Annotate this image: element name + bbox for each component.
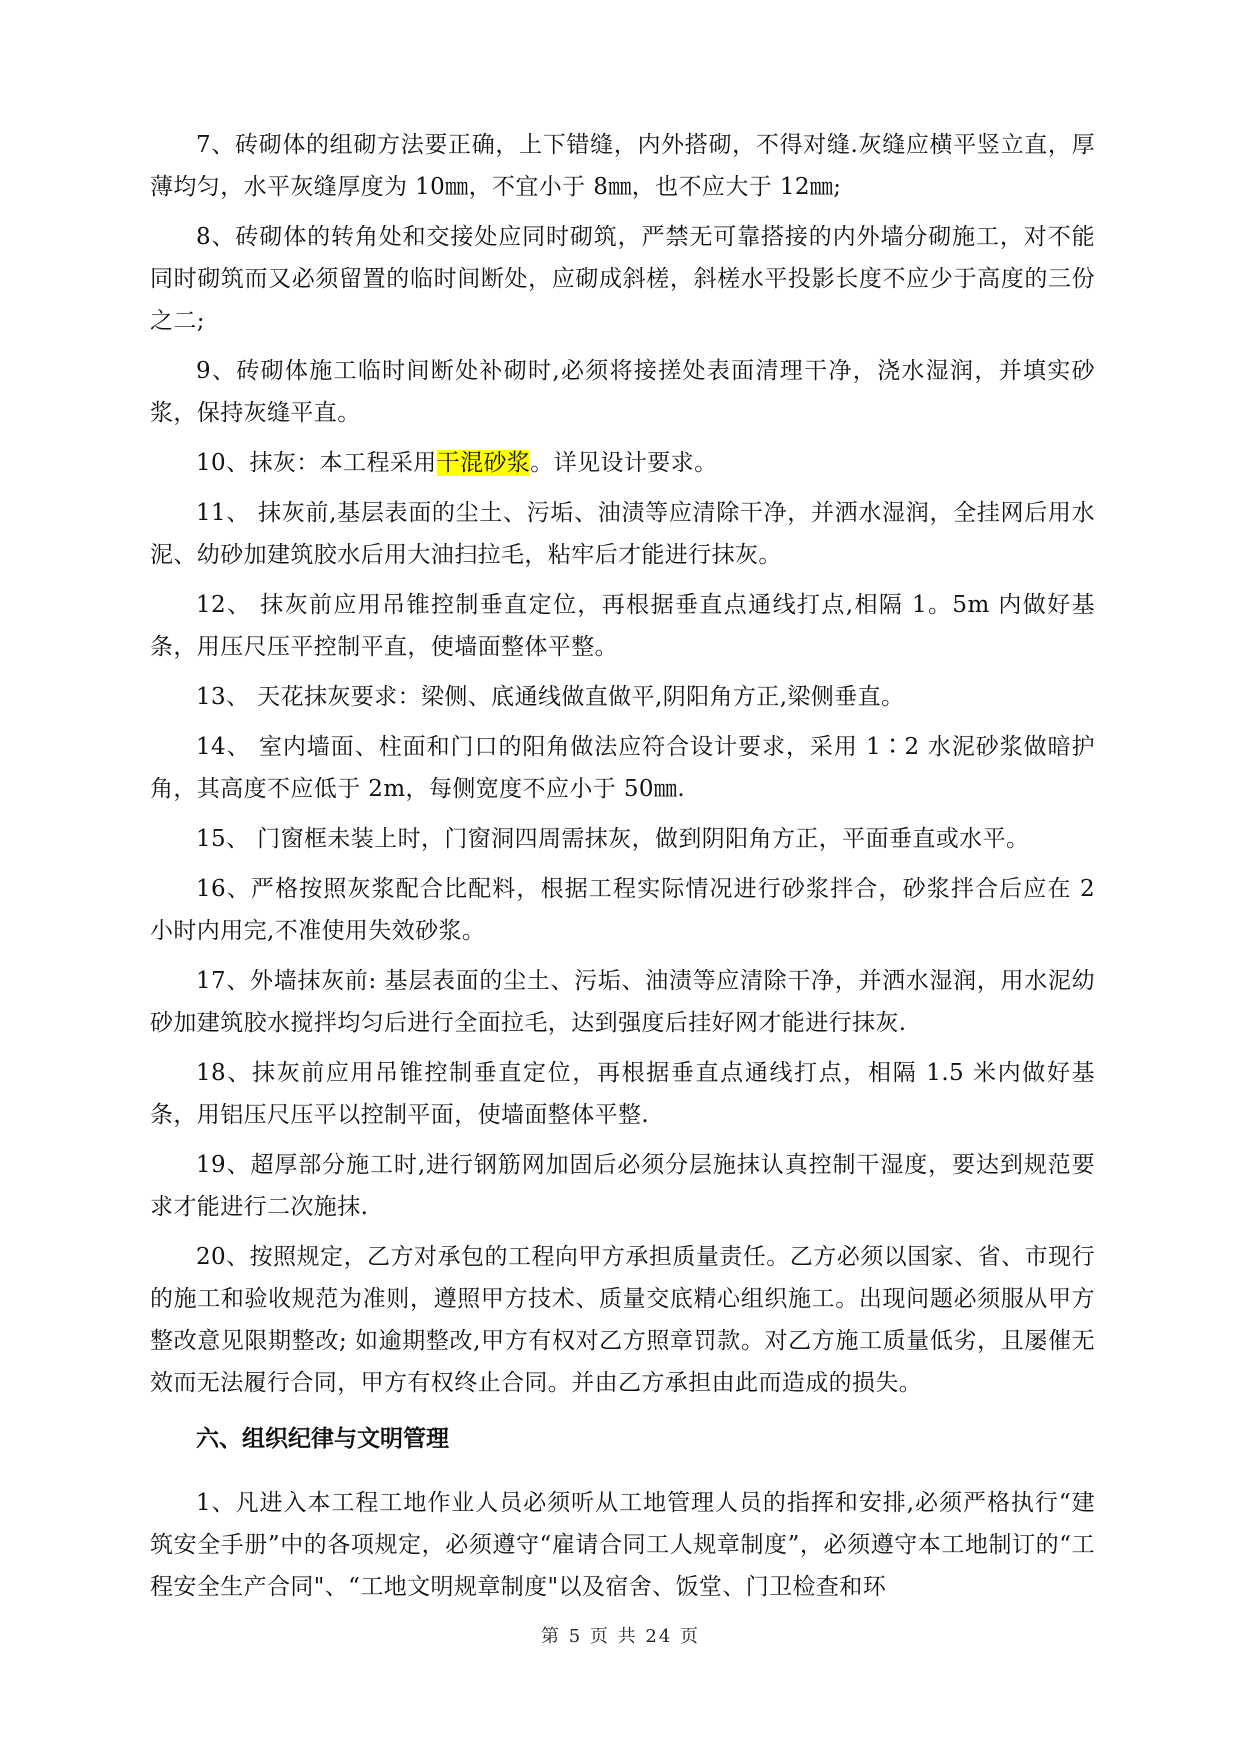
paragraph-12: 12、 抹灰前应用吊锥控制垂直定位，再根据垂直点通线打点,相隔 1。5m 内做好基条，用压尺压平控制平直，使墙面整体平整。 bbox=[150, 592, 1095, 660]
section-heading: 六、组织纪律与文明管理 bbox=[196, 1426, 449, 1452]
paragraph-10 bbox=[150, 442, 1095, 484]
page-total: 24 bbox=[645, 1626, 673, 1647]
paragraph-7: 7、砖砌体的组砌方法要正确，上下错缝，内外搭砌，不得对缝.灰缝应横平竖立直，厚薄均匀，水平灰缝厚度为 10㎜，不宜小于 8㎜，也不应大于 12㎜; bbox=[150, 132, 1095, 200]
paragraph-9: 9、砖砌体施工临时间断处补砌时,必须将接搓处表面清理干净，浇水湿润，并填实砂浆，保持灰缝平直。 bbox=[150, 358, 1095, 426]
paragraph-16: 16、严格按照灰浆配合比配料，根据工程实际情况进行砂浆拌合，砂浆拌合后应在 2 小时内用完,不准使用失效砂浆。 bbox=[150, 876, 1095, 944]
paragraph-14: 14、 室内墙面、柱面和门口的阳角做法应符合设计要求，采用 1∶2 水泥砂浆做暗护角，其高度不应低于 2m，每侧宽度不应小于 50㎜. bbox=[150, 734, 1095, 802]
section-paragraph-1: 1、凡进入本工程工地作业人员必须听从工地管理人员的指挥和安排,必须严格执行“建筑安全手册”中的各项规定，必须遵守“雇请合同工人规章制度”，必须遵守本工地制订的“工程安全生产合同"、“工地文明规章制度"以及宿舍、饭堂、门卫检查和环 bbox=[150, 1490, 1095, 1600]
document-body bbox=[150, 124, 1095, 1616]
paragraph-19: 19、超厚部分施工时,进行钢筋网加固后必须分层施抹认真控制干湿度，要达到规范要求才能进行二次施抹. bbox=[150, 1152, 1095, 1220]
paragraph-8: 8、砖砌体的转角处和交接处应同时砌筑，严禁无可靠搭接的内外墙分砌施工，对不能同时砌筑而又必须留置的临时间断处，应砌成斜槎，斜槎水平投影长度不应少于高度的三份之二; bbox=[150, 224, 1095, 334]
paragraph-11: 11、 抹灰前,基层表面的尘土、污垢、油渍等应清除干净，并洒水湿润，全挂网后用水泥、幼砂加建筑胶水后用大油扫拉毛，粘牢后才能进行抹灰。 bbox=[150, 500, 1095, 568]
paragraph-20: 20、按照规定，乙方对承包的工程向甲方承担质量责任。乙方必须以国家、省、市现行的施工和验收规范为准则，遵照甲方技术、质量交底精心组织施工。出现问题必须服从甲方整改意见限期整改; 如逾期整改,甲方有权对乙方照章罚款。对乙方施工质量低劣，且屡催无效而无法履行合同，甲方有权终止合同。并由乙方承担由此而造成的损失。 bbox=[150, 1244, 1095, 1396]
footer-suffix: 页 bbox=[680, 1626, 701, 1647]
paragraph-10-tail: 。详见设计要求。 bbox=[530, 450, 718, 476]
footer-prefix: 第 bbox=[540, 1626, 561, 1647]
paragraph-15: 15、 门窗框未装上时，门窗洞四周需抹灰，做到阴阳角方正，平面垂直或水平。 bbox=[196, 826, 1030, 852]
paragraph-10-lead: 10、抹灰：本工程采用 bbox=[196, 450, 437, 476]
page-footer bbox=[0, 1622, 1241, 1648]
paragraph-17: 17、外墙抹灰前: 基层表面的尘土、污垢、油渍等应清除干净，并洒水湿润，用水泥幼砂加建筑胶水搅拌均匀后进行全面拉毛，达到强度后挂好网才能进行抹灰. bbox=[150, 968, 1095, 1036]
paragraph-13: 13、 天花抹灰要求：梁侧、底通线做直做平,阴阳角方正,梁侧垂直。 bbox=[196, 684, 905, 710]
footer-middle: 页 共 bbox=[589, 1626, 638, 1647]
highlighted-text: 干混砂浆 bbox=[436, 450, 531, 476]
paragraph-18: 18、抹灰前应用吊锥控制垂直定位，再根据垂直点通线打点，相隔 1.5 米内做好基条，用铝压尺压平以控制平面，使墙面整体平整. bbox=[150, 1060, 1095, 1128]
page-number: 5 bbox=[568, 1626, 583, 1647]
